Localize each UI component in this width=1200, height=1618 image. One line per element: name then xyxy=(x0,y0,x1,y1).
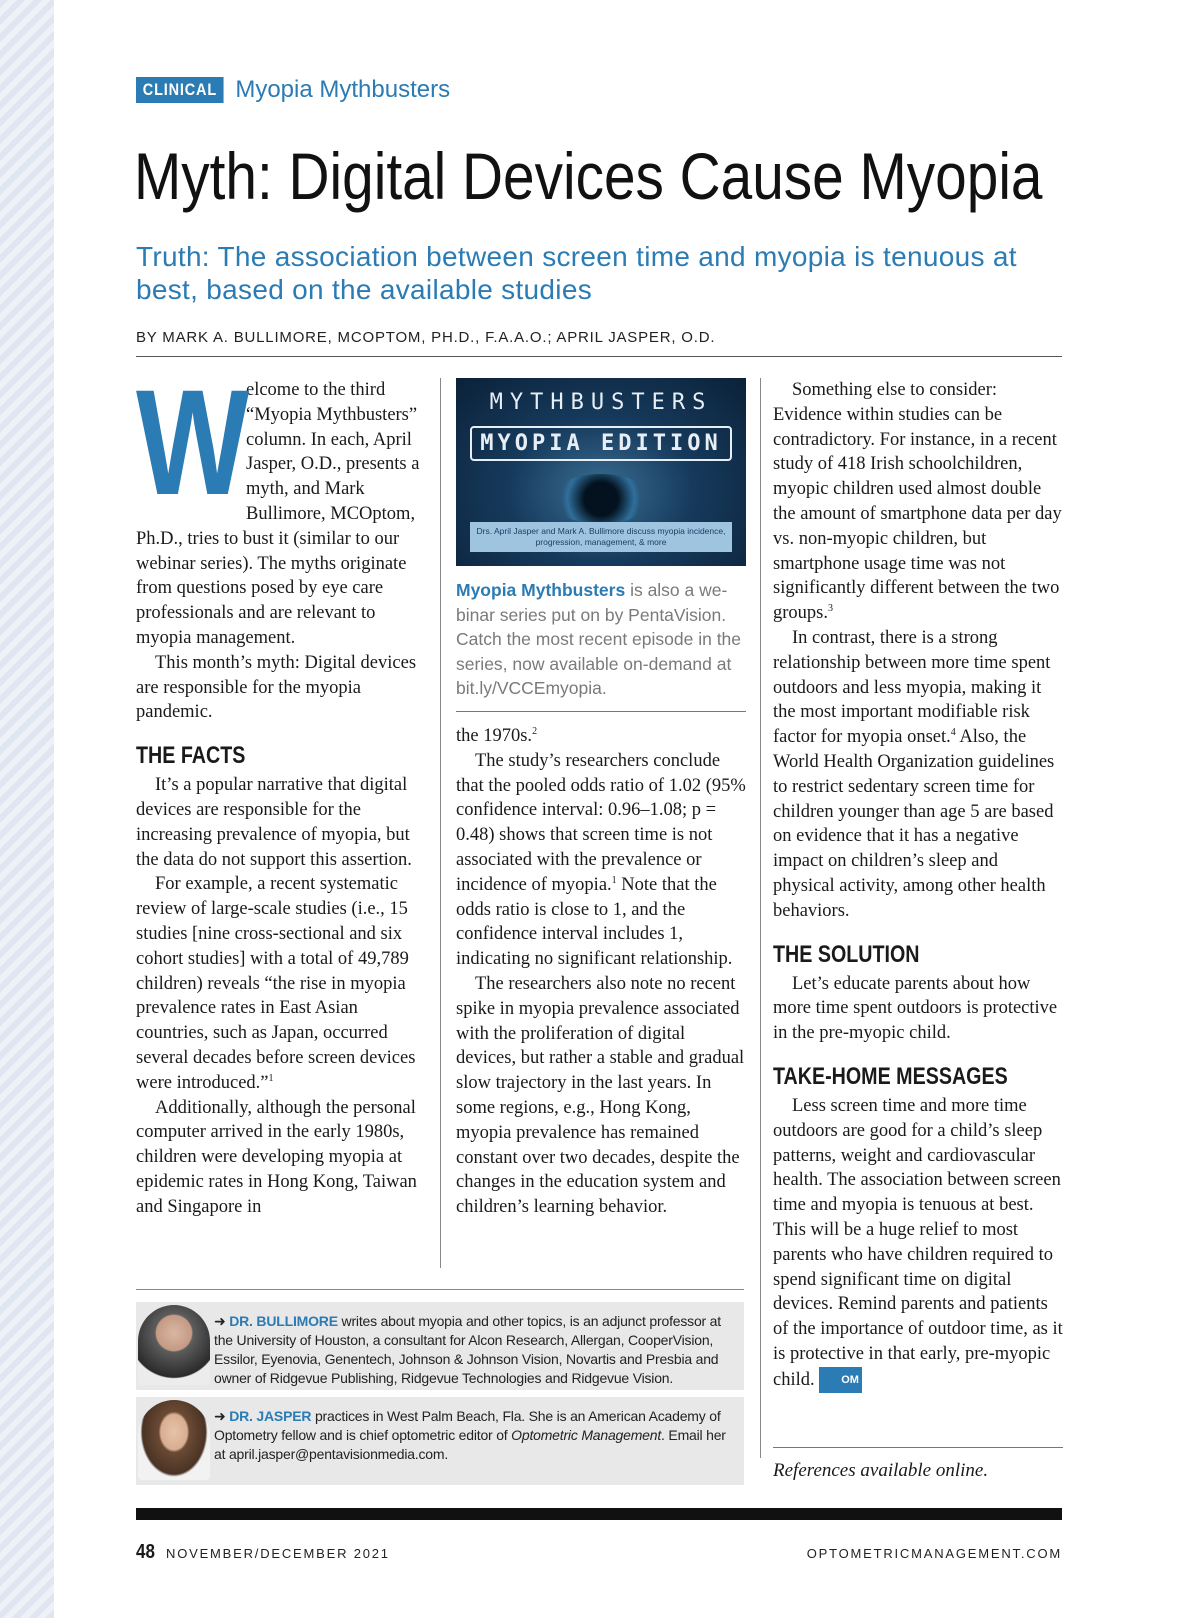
column-name: Myopia Mythbusters xyxy=(235,76,451,103)
eye-graphic xyxy=(551,474,651,524)
section-kicker xyxy=(136,75,450,105)
reference-marker: 3 xyxy=(828,603,833,615)
byline: BY MARK A. BULLIMORE, MCOPTOM, PH.D., F.A.A.O.; APRIL JASPER, O.D. xyxy=(136,329,716,346)
paragraph: Let’s educate parents about how more time spent outdoors is protective in the pre-myopic child. xyxy=(773,973,1058,1044)
article-title: Myth: Digital Devices Cause Myopia xyxy=(134,139,1043,213)
byline-rule xyxy=(136,356,1062,357)
promo-subtitle: MYOPIA EDITION xyxy=(470,426,732,461)
column-3 xyxy=(773,378,1063,1393)
column-divider xyxy=(440,378,441,1268)
promo-description-text: is also a webinar series put on by PentaVision. Catch the most recent episode in the series, now available on-demand at bit.ly/VCCEmyopia. xyxy=(456,580,742,698)
paragraph: elcome to the third “Myopia Mythbusters” column. In each, April Jasper, O.D., presents a myth, and Mark Bullimore, MCOptom, Ph.D., tries to bust it (similar to our webinar series). The myths originate from questions posed by eye care professionals and are relevant to myopia management. xyxy=(136,380,420,648)
paragraph: The researchers also note no recent spike in myopia prevalence associated with the proliferation of digital devices, but rather a stable and gradual slow trajectory in the last years. In some regions, e.g., Hong Kong, myopia prevalence has remained constant over two decades, despite the changes in the education system and children’s learning behavior. xyxy=(456,973,745,1218)
paragraph-text: In contrast, there is a strong relationship between more time spent outdoors and less myopia, making it the most important modifiable risk factor for myopia onset. xyxy=(773,627,1051,748)
reference-marker: 1 xyxy=(611,874,617,886)
bio-rule xyxy=(136,1289,744,1290)
paragraph-text: The study’s researchers conclude that the pooled odds ratio of 1.02 (95% confidence interval: 0.96–1.08; p = 0.48) shows that screen time is not associated with the prevalence or incidence of myopia. xyxy=(456,750,746,895)
paragraph: This month’s myth: Digital devices are responsible for the myopia pandemic. xyxy=(136,652,417,723)
article-subtitle: Truth: The association between screen time and myopia is tenuous at best, based on the available studies xyxy=(136,241,1017,305)
paragraph-text: Note that the odds ratio is close to 1, and the confidence interval includes 1, indicating no significant relationship. xyxy=(456,874,733,970)
paragraph xyxy=(773,626,1063,924)
page-number: 48 xyxy=(136,1541,155,1563)
heading-take-home-messages: TAKE-HOME MESSAGES xyxy=(773,1062,1008,1090)
webinar-promo-image xyxy=(456,378,746,566)
paragraph xyxy=(773,1094,1063,1394)
publication-website: OPTOMETRICMANAGEMENT.COM xyxy=(806,1546,1062,1561)
arrow-icon: ➜ xyxy=(214,1313,226,1329)
paragraph-text: Less screen time and more time outdoors are good for a child’s sleep patterns, weight and cardiovascular health. The association between screen time and myopia is tenuous at best. This will be a huge relief to most parents who have children required to spend significant time on digital devices. Remind parents and patients of the importance of outdoor time, as it is protective in that early, pre-myopic child. xyxy=(773,1095,1063,1390)
reference-marker: 1 xyxy=(268,1072,274,1084)
column-divider xyxy=(760,378,761,1458)
author-photo xyxy=(138,1400,210,1480)
paragraph-text: the 1970s. xyxy=(456,726,533,746)
publication-name: Optometric Management xyxy=(511,1427,662,1443)
bio-name: DR. BULLIMORE xyxy=(229,1313,338,1329)
footer-bar xyxy=(136,1508,1062,1520)
paragraph xyxy=(456,724,748,749)
paragraph-text: Something else to consider: Evidence within studies can be contradictory. For instance, in a recent study of 418 Irish schoolchildren, myopic children used almost double the amount of smartphone data per day vs. non-myopic children, but smartphone usage time was not significantly different between the two groups. xyxy=(773,380,1062,624)
author-bio-jasper xyxy=(136,1397,744,1485)
paragraph xyxy=(456,749,748,972)
bio-text xyxy=(214,1407,729,1464)
paragraph-text: Also, the World Health Organization guidelines to restrict sedentary screen time for children younger than age 5 are based on evidence that it has a negative impact on children’s sleep and physical activity, among other health behaviors. xyxy=(773,727,1055,921)
reference-marker: 2 xyxy=(532,725,538,737)
caption-rule xyxy=(456,711,746,712)
author-photo xyxy=(138,1305,210,1385)
arrow-icon: ➜ xyxy=(214,1408,226,1424)
promo-caption: Drs. April Jasper and Mark A. Bullimore discuss myopia incidence, progression, management, & more xyxy=(470,522,732,552)
paragraph: It’s a popular narrative that digital devices are responsible for the increasing prevalence of myopia, but the data do not support this assertion. xyxy=(136,775,412,870)
end-mark-badge: OM xyxy=(819,1367,862,1394)
references-rule xyxy=(773,1447,1063,1448)
promo-description xyxy=(456,578,748,701)
bio-description: . Email her at april.jasper@pentavisionmedia.com. xyxy=(214,1427,726,1462)
paragraph-text: For example, a recent systematic review of large-scale studies (i.e., 15 studies [nine cross-sectional and six cohort studies] with a total of 49,789 children) reveals “the rise in myopia prevalence rates in East Asian countries, such as Japan, occurred several decades before screen devices were introduced.” xyxy=(136,874,416,1093)
reference-marker: 4 xyxy=(950,727,956,738)
column-1 xyxy=(136,358,426,1220)
decorative-side-stripe xyxy=(0,0,54,1618)
heading-the-facts: THE FACTS xyxy=(136,742,246,770)
promo-description-bold: Myopia Mythbusters xyxy=(456,580,626,600)
section-tag: CLINICAL xyxy=(136,77,224,103)
references-note: References available online. xyxy=(773,1460,989,1481)
paragraph xyxy=(773,378,1063,626)
bio-description: practices in West Palm Beach, Fla. She is an American Academy of Optometry fellow and is chief optometric editor of xyxy=(214,1408,721,1443)
bio-text xyxy=(214,1312,729,1388)
issue-date: NOVEMBER/DECEMBER 2021 xyxy=(166,1546,390,1561)
paragraph: Additionally, although the personal computer arrived in the early 1980s, children were developing myopia at epidemic rates in Hong Kong, Taiwan and Singapore in xyxy=(136,1097,417,1217)
bio-description: writes about myopia and other topics, is an adjunct professor at the University of Houston, a consultant for Alcon Research, Allergan, CooperVision, Essilor, Eyenovia, Genentech, Johnson & Johnson Vision, Novartis and Presbia and owner of Ridgevue Publishing, Ridgevue Technologies and Ridgevue Vision. xyxy=(214,1313,721,1386)
author-bio-bullimore xyxy=(136,1302,744,1390)
paragraph xyxy=(136,872,426,1095)
bio-name: DR. JASPER xyxy=(229,1408,312,1424)
heading-the-solution: THE SOLUTION xyxy=(773,940,920,968)
column-2 xyxy=(456,724,748,1220)
drop-cap: W xyxy=(136,358,250,526)
promo-title: MYTHBUSTERS xyxy=(489,390,713,415)
